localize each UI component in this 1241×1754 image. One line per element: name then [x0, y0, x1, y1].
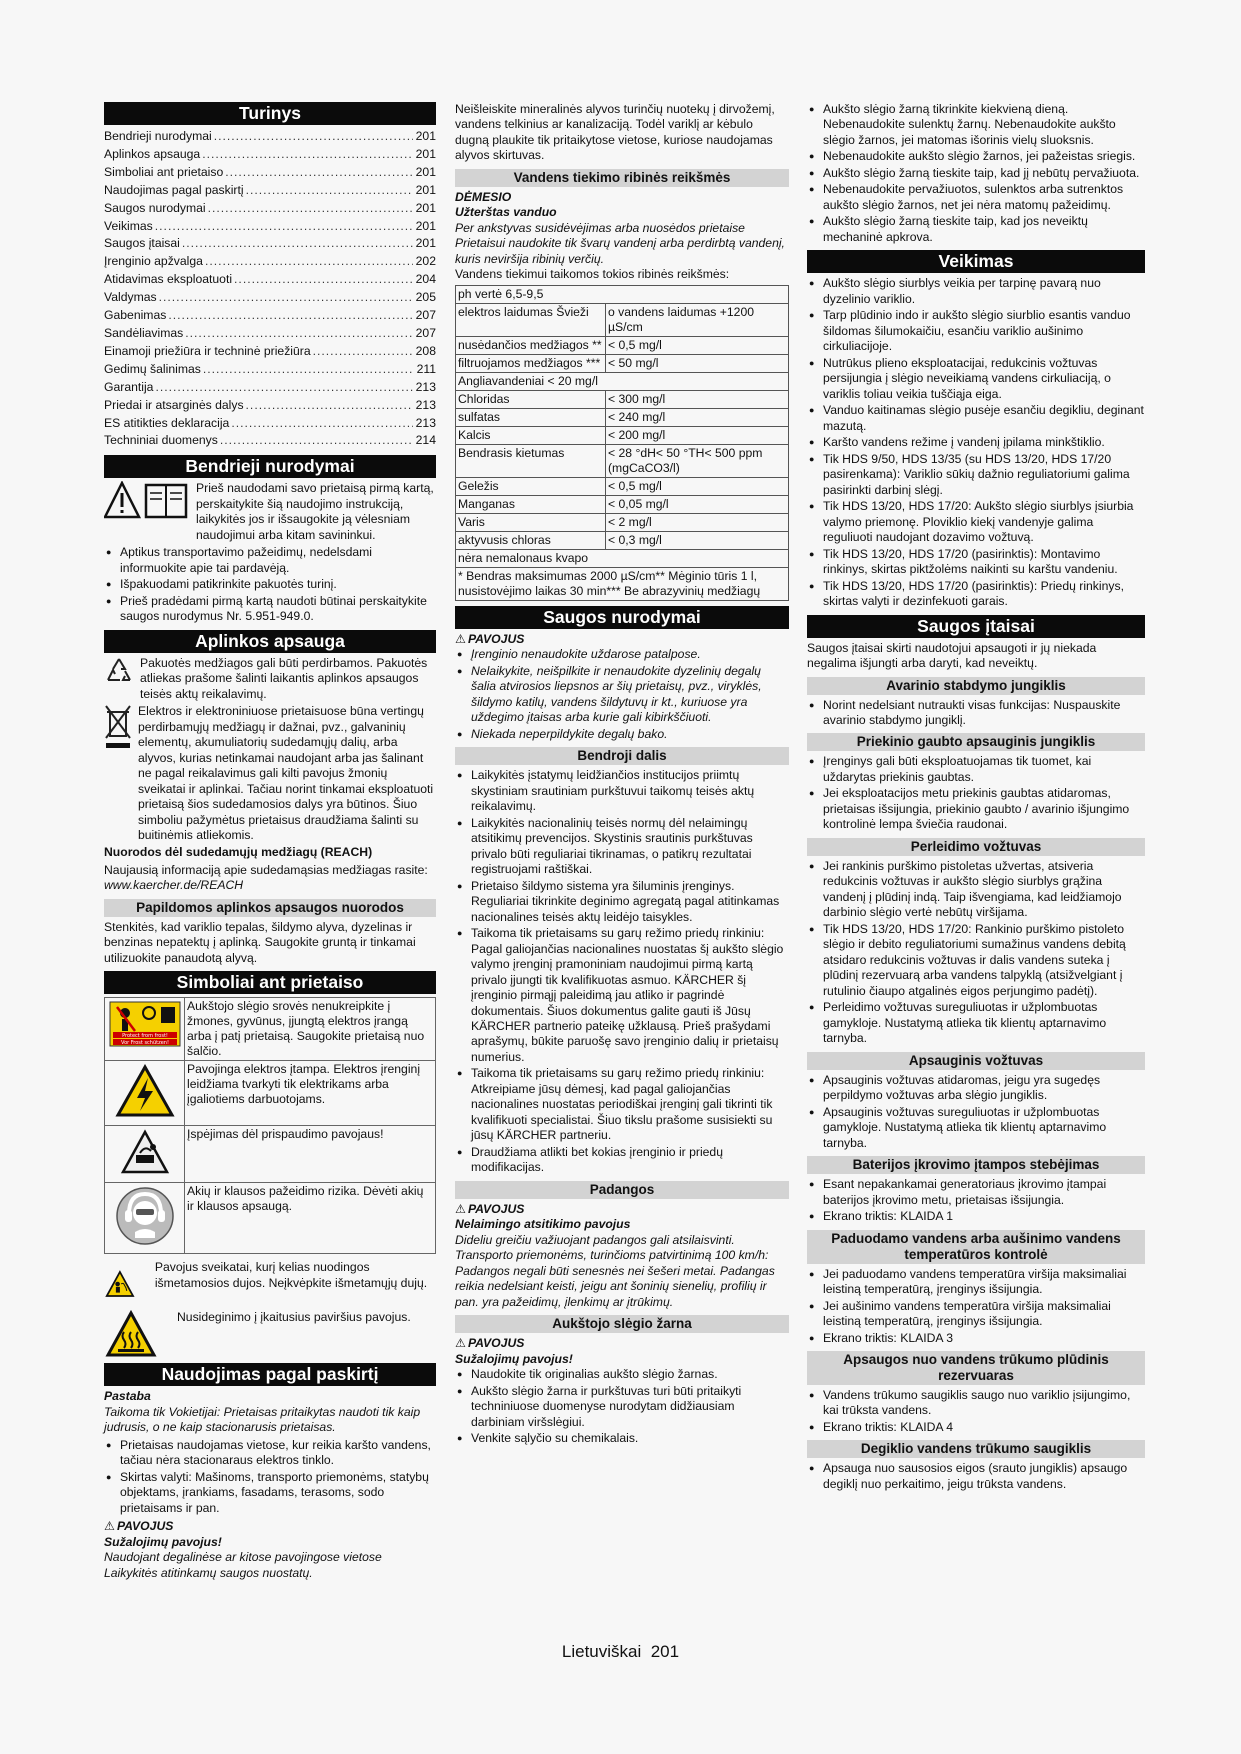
list-item: ● Esant nepakankamai generatoriaus įkrovimo įtampai baterijos įkrovimo metu, prietaisas išsijungia.	[807, 1177, 1145, 1208]
table-row: Įspėjimas dėl prispaudimo pavojaus!	[105, 1126, 436, 1183]
toc-entry[interactable]: Priedai ir atsarginės dalys ..... 213	[104, 397, 436, 415]
reach-title: Nuorodos dėl sudedamųjų medžiagų (REACH)	[104, 845, 373, 860]
list-item: ● Aukšto slėgio žarna ir purkštuvas turi būti pritaikyti techniniuose duomenyse nurodytam didžiausiam darbiniam viršslėgiui.	[455, 1384, 789, 1430]
no-spray-at-people-icon	[109, 1001, 181, 1047]
recycle-block: Pakuotės medžiagos gali būti perdirbamos. Pakuotės atliekas prašome šalinti laikantis aplinkos apsaugos teisės aktų reikalavimų.	[104, 656, 436, 704]
device-section-list	[807, 1267, 1145, 1346]
toc-entry[interactable]: Saugos įtaisai ..... 201	[104, 235, 436, 253]
environment-title: Aplinkos apsauga	[104, 630, 436, 653]
device-section-list	[807, 1177, 1145, 1224]
general-part-title: Bendroji dalis	[455, 747, 789, 765]
list-item: ● Apsauga nuo sausosios eigos (srauto jungiklis) apsaugo degiklį nuo perkaitimo, jeigu trūksta vandens.	[807, 1461, 1145, 1492]
electric-voltage-icon	[115, 1064, 175, 1118]
toc-entry[interactable]: Atidavimas eksploatuoti ..... 204	[104, 271, 436, 289]
table-row: Manganas < 0,05 mg/l	[456, 495, 789, 513]
devices-title: Saugos įtaisai	[807, 615, 1145, 638]
column-left: Turinys Bendrieji nurodymai ..... 201 Aplinkos apsauga ..... 201 Simboliai ant prietaiso ..... 201 Naudojimas pagal paskirtį ..... 201 Saugos nurodymai ..... 201 Veikimas ..... 201 Saugos įtaisai ..... 201 Įrenginio apžvalga ..... 202 Atidavimas eksploatuoti ..... 204 Valdymas ..... 205 Gabenimas ..... 207 Sandėliavimas ..... 207 Einamoji priežiūra ir techninė priežiūra ..... 208 Gedimų šalinimas ..... 211 Garantija ..... 213 Priedai ir atsarginės dalys ..... 213 ES atitikties deklaracija ..... 213 Techniniai duomenys ..... 214 Bendrieji nurodymai Prieš naudodami savo prietaisą pirmą kartą, perskaitykite šią naudojimo instrukciją, laikykitės jos ir išsaugokite ją vėlesniam naudojimui arba kitam savininkui. ● Aptikus transportavimo pažeidimų, nedelsdami informuokite apie tai pardavėją. ● Išpakuodami patikrinkite pakuotės turinį. ● Prieš pradėdami pirmą kartą naudoti būtinai perskaitykite saugos nurodymus Nr. 5.951-949.0. Aplinkos apsauga Pakuotės medžiagos gali būti perdirbamos. Pakuotės atliekas prašome šalinti laikantis aplinkos apsaugos teisės aktų reikalavimų. Elektros ir elektroniniuose prietaisuose būna vertingų perdirbamųjų medžiagų ir dažnai, pvz., galvaninių elementų, akumuliatorių sudedamųjų dalių, arba alyvos, kurias netinkamai naudojant arba jas šalinant ne pagal reikalavimus gali kilti pavojus žmonių sveikatai ir aplinkai. Tačiau norint tinkamai eksploatuoti prietaisą šios sudedamosios dalys yra būtinos. Šiuo simboliu pažymėtus prietaisus draudžiama šalinti su buitinėmis atliekomis. Nuorodos dėl sudedamųjų medžiagų (REACH) Naujausią informaciją apie sudedamąsias medžiagas rasite: www.kaercher.de/REACH Papildomos aplinkos apsaugos nuorodos Stenkitės, kad variklio tepalas, šildymo alyva, dyzelinas ir benzinas nepatektų į aplinką. Saugokite gruntą ir tinkamai utilizuokite panaudotą alyvą. Simboliai ant prietaiso Protect from frost! Vor Frost schützen! Aukštojo slėgio srovės nenukreipkite į žmones, gyvūnus, įjungtą elektros įrangą arba į patį prietaisą. Saugokite prietaisą nuo šalčio. Pavojinga elektros įtampa. Elektros įrenginį leidžiama tvarkyti tik elektrikams arba įgaliotiems darbuotojams. Įspėjimas dėl prispaudimo pavojaus! Akių ir klausos pažeidimo rizika. Dėvėti akių ir klausos apsaugą. Pavojus sveikatai, kurį kelias nuodingos išmetamosios dujos. Neįkvėpkite išmetamųjų dujų. Nusideginimo į įkaitusius paviršius pavojus. Naudojimas pagal paskirtį Pastaba Taikoma tik Vokietijai: Prietaisas pritaikytas naudoti tik kaip judrusis, o ne kaip stacionarusis prietaisas. ● Prietaisas naudojamas vietose, kur reikia karšto vandens, tačiau nėra stacionaraus elektros tinklo. ● Skirtas valyti: Mašinoms, transporto priemonėms, statybų objektams, įrankiams, fasadams, terasoms, sodo prietaisams ir pan. ⚠ PAVOJUS Sužalojimų pavojus! Naudojant degalinėse ar kitose pavojingose vietose Laikykitės atitinkamų saugos nuostatų.	[104, 102, 436, 1583]
table-row: Geležis < 0,5 mg/l	[456, 477, 789, 495]
safety-devices	[807, 677, 1145, 1493]
extra-env-title: Papildomos aplinkos apsaugos nuorodos	[104, 899, 436, 917]
list-item: ● Tarp plūdinio indo ir aukšto slėgio siurblio esantis vanduo šildomas šilumokaičiu, esančiu variklio aušinimo cirkuliacijoje.	[807, 308, 1145, 354]
table-row: sulfatas < 240 mg/l	[456, 408, 789, 426]
list-item: ● Prietaiso šildymo sistema yra šiluminis įrenginys. Reguliariai tikrinkite deginimo agregatą pagal atitinkamas nacionalines teisės aktų leidėjo taisykles.	[455, 879, 789, 925]
toxic-fumes-icon	[105, 1260, 135, 1308]
fumes-block: Pavojus sveikatai, kurį kelias nuodingos išmetamosios dujos. Neįkvėpkite išmetamųjų dujų.	[104, 1260, 436, 1308]
table-row: ph vertė 6,5-9,5	[456, 285, 789, 303]
list-item: ● Tik HDS 13/20, HDS 17/20: Aukšto slėgio siurblys įsiurbia valymo priemonę. Ploviklio kiekį vandenyje galima reguliuoti naudojant dozavimo vožtuvą.	[807, 499, 1145, 545]
list-item: ● Apsauginis vožtuvas atidaromas, jeigu yra sugedęs perpildymo vožtuvas arba slėgio jungiklis.	[807, 1073, 1145, 1104]
list-item: ● Nebenaudokite pervažiuotos, sulenktos arba sutrenktos aukšto slėgio žarnos, net jei nėra matomų pažeidimų.	[807, 182, 1145, 213]
general-list	[104, 545, 436, 624]
warning-triangle-icon: ⚠	[455, 1201, 466, 1216]
list-item: ● Vandens trūkumo saugiklis saugo nuo variklio įsijungimo, kai trūksta vandens.	[807, 1388, 1145, 1419]
tires-title: Padangos	[455, 1181, 789, 1199]
toc-entry[interactable]: Gedimų šalinimas ..... 211	[104, 361, 436, 379]
list-item: ● Prietaisas naudojamas vietose, kur reikia karšto vandens, tačiau nėra stacionaraus elektros tinklo.	[104, 1438, 436, 1469]
list-item: ● Aukšto slėgio žarną tikrinkite kiekvieną dieną. Nebenaudokite sulenktų žarnų. Nebenaudokite aukšto slėgio žarnos, jei matomas išorinis vielų sluoksnis.	[807, 102, 1145, 148]
list-item: ● Perleidimo vožtuvas sureguliuotas ir užplombuotas gamykloje. Nustatymą atlieka tik klientų aptarnavimo tarnyba.	[807, 1000, 1145, 1046]
table-row: filtruojamos medžiagos *** < 50 mg/l	[456, 354, 789, 372]
toc-entry[interactable]: Naudojimas pagal paskirtį ..... 201	[104, 182, 436, 200]
warning-triangle-icon: ⚠	[104, 1519, 115, 1534]
list-item: ● Naudokite tik originalias aukšto slėgio žarnas.	[455, 1367, 789, 1382]
table-row: Angliavandeniai < 20 mg/l	[456, 372, 789, 390]
water-limits-table	[455, 285, 789, 568]
list-item: ● Išpakuodami patikrinkite pakuotės turinį.	[104, 577, 436, 592]
hose-checks-list	[807, 102, 1145, 245]
list-item: ● Įrenginys gali būti eksploatuojamas tik tuomet, kai uždarytas priekinis gaubtas.	[807, 754, 1145, 785]
device-section-list	[807, 859, 1145, 1047]
list-item: ● Ekrano triktis: KLAIDA 4	[807, 1420, 1145, 1435]
svg-text:Vor Frost schützen!: Vor Frost schützen!	[120, 1040, 169, 1047]
list-item: ● Nelaikykite, neišpilkite ir nenaudokite dyzelinių degalų šalia atvirosios liepsnos ar šių prietaisų, pvz., viryklės, šildymo katilų, vandens šildytuvų ir kt., kuriuose yra uždegimo įtaisas arba kurie gali kibirkščiuoti.	[455, 664, 789, 726]
list-item: ● Ekrano triktis: KLAIDA 1	[807, 1209, 1145, 1224]
toc-entry[interactable]: Bendrieji nurodymai ..... 201	[104, 128, 436, 146]
list-item: ● Įrenginio nenaudokite uždarose patalpose.	[455, 647, 789, 662]
ear-eye-protection-icon	[115, 1186, 175, 1246]
list-item: ● Karšto vandens režime į vandenį įpilama minkštiklio.	[807, 435, 1145, 450]
list-item: ● Jei aušinimo vandens temperatūra viršija maksimaliai leistiną temperatūrą, įrenginys išsijungia.	[807, 1299, 1145, 1330]
list-item: ● Aptikus transportavimo pažeidimų, nedelsdami informuokite apie tai pardavėją.	[104, 545, 436, 576]
table-row: Bendrasis kietumas < 28 °dH< 50 °TH< 500 ppm (mgCaCO3/l)	[456, 444, 789, 477]
hose-title: Aukštojo slėgio žarna	[455, 1315, 789, 1333]
device-section-title: Degiklio vandens trūkumo saugiklis	[807, 1440, 1145, 1458]
list-item: ● Tik HDS 13/20, HDS 17/20 (pasirinktis): Priedų rinkinys, skirtas valyti ir dezinfekuoti garais.	[807, 579, 1145, 610]
toc-entry[interactable]: ES atitikties deklaracija ..... 213	[104, 415, 436, 433]
safety-general-list	[455, 768, 789, 1176]
device-section-title: Apsauginis vožtuvas	[807, 1052, 1145, 1070]
list-item: ● Taikoma tik prietaisams su garų režimo priedų rinkiniu: Atkreipiame jūsų dėmesį, kad pagal galiojančias nacionalines nuostatas periodiškai įrenginį gali tikrinti tik kvalifikuoti specialistai. Šiuo tikslu prašome susisiekti su jūsų KÄRCHER partneriu.	[455, 1066, 789, 1143]
list-item: ● Draudžiama atlikti bet kokias įrenginio ir priedų modifikacijas.	[455, 1145, 789, 1176]
device-section-title: Perleidimo vožtuvas	[807, 838, 1145, 856]
table-row: Protect from frost! Vor Frost schützen! Aukštojo slėgio srovės nenukreipkite į žmones, gyvūnus, įjungtą elektros įrangą arba į patį prietaisą. Saugokite prietaisą nuo šalčio.	[105, 998, 436, 1061]
safety-title: Saugos nurodymai	[455, 606, 789, 629]
toc-entry[interactable]: Aplinkos apsauga ..... 201	[104, 146, 436, 164]
recycle-icon	[104, 656, 134, 686]
device-section-title: Apsaugos nuo vandens trūkumo plūdinis rezervuaras	[807, 1351, 1145, 1385]
toc-entry[interactable]: Įrenginio apžvalga ..... 202	[104, 253, 436, 271]
toc-entry[interactable]: Sandėliavimas ..... 207	[104, 325, 436, 343]
list-item: ● Aukšto slėgio siurblys veikia per tarpinę pavarą nuo dyzelinio variklio.	[807, 276, 1145, 307]
table-row: nusėdančios medžiagos ** < 0,5 mg/l	[456, 336, 789, 354]
water-footnote-table	[455, 568, 789, 601]
toc-title: Turinys	[104, 102, 436, 125]
warning-triangle-icon: ⚠	[455, 1336, 466, 1351]
hose-list	[455, 1367, 789, 1446]
list-item: ● Apsauginis vožtuvas sureguliuotas ir užplombuotas gamykloje. Nustatymą atlieka tik klientų aptarnavimo tarnyba.	[807, 1105, 1145, 1151]
operation-title: Veikimas	[807, 250, 1145, 273]
pressure-warning-icon	[120, 1129, 170, 1175]
operation-list	[807, 276, 1145, 609]
list-item: ● Tik HDS 9/50, HDS 13/35 (su HDS 13/20, HDS 17/20 pasirenkama): Variklio sūkių dažnio reguliatoriumi galima pasirinkti darbinį slėgį.	[807, 452, 1145, 498]
weee-block: Elektros ir elektroniniuose prietaisuose būna vertingų perdirbamųjų medžiagų ir dažnai, pvz., galvaninių elementų, akumuliatorių sudedamųjų dalių, arba alyvos, kurias netinkamai naudojant arba jas šalinant ne pagal reikalavimus gali kilti pavojus žmonių sveikatai ir aplinkai. Tačiau norint tinkamai eksploatuoti prietaisą šios sudedamosios dalys yra būtinos. Šiuo simboliu pažymėtus prietaisus draudžiama šalinti su buitinėmis atliekomis.	[104, 704, 436, 845]
table-row: Kalcis < 200 mg/l	[456, 426, 789, 444]
list-item: ● Ekrano triktis: KLAIDA 3	[807, 1331, 1145, 1346]
list-item: ● Jei rankinis purškimo pistoletas užvertas, atsiveria redukcinis vožtuvas ir aukšto slėgio siurblys grąžina vandenį į plūdinį indą. Taip išvengiama, kad leidžiamojo darbinio slėgio vertė nebūtų viršijama.	[807, 859, 1145, 921]
device-section-title: Priekinio gaubto apsauginis jungiklis	[807, 733, 1145, 751]
hot-surface-block: Nusideginimo į įkaitusius paviršius pavojus.	[104, 1310, 436, 1358]
device-section-list	[807, 1073, 1145, 1151]
table-row: aktyvusis chloras < 0,3 mg/l	[456, 531, 789, 549]
symbols-table	[104, 997, 436, 1254]
list-item: ● Skirtas valyti: Mašinoms, transporto priemonėms, statybų objektams, įrankiams, fasadams, terasoms, sodo prietaisams ir pan.	[104, 1470, 436, 1516]
list-item: ● Aukšto slėgio žarną tieskite taip, kad jos neveiktų mechaninė apkrova.	[807, 214, 1145, 245]
list-item: ● Tik HDS 13/20, HDS 17/20: Rankinio purškimo pistoleto slėgio ir debito reguliatoriumi sumažinus vandens debitą atsidaro redukcinis vožtuvas ir dalis vandens suteka į plūdinį rezervuarą arba vandens talpyklą (atsižvelgiant į rutulinio čiaupo atgalinės eigos perjungimo padėtį).	[807, 922, 1145, 999]
general-intro: Prieš naudodami savo prietaisą pirmą kartą, perskaitykite šią naudojimo instrukciją, laikykitės jos ir išsaugokite ją vėlesniam naudojimui arba kitam savininkui.	[104, 481, 436, 545]
device-section-list	[807, 1388, 1145, 1435]
read-manual-icon	[104, 481, 190, 519]
device-section-list	[807, 698, 1145, 729]
svg-text:Protect from frost!: Protect from frost!	[121, 1033, 168, 1040]
page-footer: Lietuviškai 201	[561, 1642, 680, 1661]
list-item: ● Jei paduodamo vandens temperatūra viršija maksimaliai leistiną temperatūrą, įrenginys išsijungia.	[807, 1267, 1145, 1298]
toc-entry[interactable]: Valdymas ..... 205	[104, 289, 436, 307]
table-of-contents	[104, 128, 436, 450]
safety-danger-list	[455, 647, 789, 742]
list-item: ● Vanduo kaitinamas slėgio pusėje esančiu degikliu, deginant mazutą.	[807, 403, 1145, 434]
device-section-list	[807, 754, 1145, 832]
device-section-title: Paduodamo vandens arba aušinimo vandens temperatūros kontrolė	[807, 1230, 1145, 1264]
list-item: ● Venkite sąlyčio su chemikalais.	[455, 1431, 789, 1446]
general-title: Bendrieji nurodymai	[104, 455, 436, 478]
list-item: ● Nebenaudokite aukšto slėgio žarnos, jei pažeistas sriegis.	[807, 149, 1145, 164]
list-item: ● Jei eksploatacijos metu priekinis gaubtas atidaromas, prietaisas išsijungia, priekinio gaubto / avarinio išjungimo kontrolinė lempa šviečia raudonai.	[807, 786, 1145, 832]
toc-entry[interactable]: Gabenimas ..... 207	[104, 307, 436, 325]
table-row: Chloridas < 300 mg/l	[456, 390, 789, 408]
hot-surface-icon	[105, 1310, 157, 1358]
warning-triangle-icon: ⚠	[455, 631, 466, 646]
toc-entry[interactable]: Einamoji priežiūra ir techninė priežiūra ..... 208	[104, 343, 436, 361]
intended-use-list	[104, 1438, 436, 1516]
toc-entry[interactable]: Techniniai duomenys ..... 214	[104, 432, 436, 450]
list-item: ● Taikoma tik prietaisams su garų režimo priedų rinkiniu: Pagal galiojančias nacionalines nuostatas šį aukšto slėgio valymo įrenginį pramoniniam naudojimui pirmą kartą privalo įjungti tik kvalifikuotas asmuo. KÄRCHER šį įrenginio pirmąjį paleidimą jau atliko ir pagrindė dokumentais. Šiuos dokumentus galite gauti iš Jūsų KÄRCHER partnerio pateikę užklausą. Prieš prašydami aprašymų, būkite paruošę savo įrenginio dalių ir prietaisų numerius.	[455, 926, 789, 1065]
table-row: Varis < 2 mg/l	[456, 513, 789, 531]
water-title: Vandens tiekimo ribinės reikšmės	[455, 169, 789, 187]
list-item: ● Norint nedelsiant nutraukti visas funkcijas: Nuspauskite avarinio stabdymo jungiklį.	[807, 698, 1145, 729]
table-row: nėra nemalonaus kvapo	[456, 549, 789, 567]
list-item: ● Niekada neperpildykite degalų bako.	[455, 727, 789, 742]
toc-entry[interactable]: Veikimas ..... 201	[104, 218, 436, 236]
reach-url: www.kaercher.de/REACH	[104, 878, 244, 893]
water-footnote: * Bendras maksimumas 2000 µS/cm** Mėginio tūris 1 l, nusistovėjimo laikas 30 min*** Be abrazyvinių medžiagų	[456, 568, 789, 601]
list-item: ● Aukšto slėgio žarną tieskite taip, kad jį nebūtų pervažiuota.	[807, 166, 1145, 181]
intended-use-title: Naudojimas pagal paskirtį	[104, 1363, 436, 1386]
toc-entry[interactable]: Simboliai ant prietaiso ..... 201	[104, 164, 436, 182]
column-right: ● Aukšto slėgio žarną tikrinkite kiekvieną dieną. Nebenaudokite sulenktų žarnų. Nebenaudokite aukšto slėgio žarnos, jei matomas išorinis vielų sluoksnis. ● Nebenaudokite aukšto slėgio žarnos, jei pažeistas sriegis. ● Aukšto slėgio žarną tieskite taip, kad jį nebūtų pervažiuota. ● Nebenaudokite pervažiuotos, sulenktos arba sutrenktos aukšto slėgio žarnos, net jei nėra matomų pažeidimų. ● Aukšto slėgio žarną tieskite taip, kad jos neveiktų mechaninė apkrova. Veikimas ● Aukšto slėgio siurblys veikia per tarpinę pavarą nuo dyzelinio variklio. ● Tarp plūdinio indo ir aukšto slėgio siurblio esantis vanduo šildomas šilumokaičiu, esančiu variklio aušinimo cirkuliacijoje. ● Nutrūkus plieno eksploatacijai, redukcinis vožtuvas persijungia į slėgio neveikiamą vandens cirkuliaciją, o variklis toliau veikia tuščiąja eiga. ● Vanduo kaitinamas slėgio pusėje esančiu degikliu, deginant mazutą. ● Karšto vandens režime į vandenį įpilama minkštiklio. ● Tik HDS 9/50, HDS 13/35 (su HDS 13/20, HDS 17/20 pasirenkama): Variklio sūkių dažnio reguliatoriumi galima pasirinkti darbinį slėgį. ● Tik HDS 13/20, HDS 17/20: Aukšto slėgio siurblys įsiurbia valymo priemonę. Ploviklio kiekį vandenyje galima reguliuoti naudojant dozavimo vožtuvą. ● Tik HDS 13/20, HDS 17/20 (pasirinktis): Montavimo rinkinys, skirtas piktžolėms naikinti su karštu vandeniu. ● Tik HDS 13/20, HDS 17/20 (pasirinktis): Priedų rinkinys, skirtas valyti ir dezinfekuoti garais. Saugos įtaisai Saugos įtaisai skirti naudotojui apsaugoti ir jų niekada negalima išjungti arba daryti, kad neveiktų. Avarinio stabdymo jungiklis ● Norint nedelsiant nutraukti visas funkcijas: Nuspauskite avarinio stabdymo jungiklį. Priekinio gaubto apsauginis jungiklis ● Įrenginys gali būti eksploatuojamas tik tuomet, kai uždarytas priekinis gaubtas. ● Jei eksploatacijos metu priekinis gaubtas atidaromas, prietaisas išsijungia, priekinio gaubto / avarinio išjungimo kontrolinė lempa šviečia raudonai. Perleidimo vožtuvas ● Jei rankinis purškimo pistoletas užvertas, atsiveria redukcinis vožtuvas ir aukšto slėgio siurblys grąžina vandenį į plūdinį indą. Taip išvengiama, kad leidžiamojo darbinio slėgio vertė nebūtų viršijama. ● Tik HDS 13/20, HDS 17/20: Rankinio purškimo pistoleto slėgio ir debito reguliatoriumi sumažinus vandens debitą atsidaro redukcinis vožtuvas ir dalis vandens suteka į plūdinį rezervuarą arba vandens talpyklą (atsižvelgiant į rutulinio čiaupo atgalinės eigos perjungimo padėtį). ● Perleidimo vožtuvas sureguliuotas ir užplombuotas gamykloje. Nustatymą atlieka tik klientų aptarnavimo tarnyba. Apsauginis vožtuvas ● Apsauginis vožtuvas atidaromas, jeigu yra sugedęs perpildymo vožtuvas arba slėgio jungiklis. ● Apsauginis vožtuvas sureguliuotas ir užplombuotas gamykloje. Nustatymą atlieka tik klientų aptarnavimo tarnyba. Baterijos įkrovimo įtampos stebėjimas ● Esant nepakankamai generatoriaus įkrovimo įtampai baterijos įkrovimo metu, prietaisas išsijungia. ● Ekrano triktis: KLAIDA 1 Paduodamo vandens arba aušinimo vandens temperatūros kontrolė ● Jei paduodamo vandens temperatūra viršija maksimaliai leistiną temperatūrą, įrenginys išsijungia. ● Jei aušinimo vandens temperatūra viršija maksimaliai leistiną temperatūrą, įrenginys išsijungia. ● Ekrano triktis: KLAIDA 3 Apsaugos nuo vandens trūkumo plūdinis rezervuaras ● Vandens trūkumo saugiklis saugo nuo variklio įsijungimo, kai trūksta vandens. ● Ekrano triktis: KLAIDA 4 Degiklio vandens trūkumo saugiklis ● Apsauga nuo sausosios eigos (srauto jungiklis) apsaugo degiklį nuo perkaitimo, jeigu trūksta vandens.	[807, 102, 1145, 1494]
table-row: elektros laidumas Švieži o vandens laidumas +1200 µS/cm	[456, 303, 789, 336]
device-section-title: Baterijos įkrovimo įtampos stebėjimas	[807, 1156, 1145, 1174]
table-row: Pavojinga elektros įtampa. Elektros įrenginį leidžiama tvarkyti tik elektrikams arba įgaliotiems darbuotojams.	[105, 1061, 436, 1126]
list-item: ● Laikykitės nacionalinių teisės normų dėl nelaimingų atsitikimų prevencijos. Skystinis srautinis purkštuvas privalo būti reguliariai tikrinamas, o patikrų rezultatai registruojami raštiškai.	[455, 816, 789, 878]
column-middle: Neišleiskite mineralinės alyvos turinčių nuotekų į dirvožemį, vandens telkinius ar kanalizaciją. Todėl variklį ar kėbulo dugną plaukite tik pritaikytose vietose, kuriose naudojamas alyvos skirtuvas. Vandens tiekimo ribinės reikšmės DĖMESIO Užterštas vanduo Per ankstyvas susidėvėjimas arba nuosėdos prietaise Prietaisui naudokite tik švarų vandenį arba perdirbtą vandenį, kuris neviršija ribinių verčių. Vandens tiekimui taikomos tokios ribinės reikšmės: ph vertė 6,5-9,5 elektros laidumas Švieži o vandens laidumas +1200 µS/cm nusėdančios medžiagos ** < 0,5 mg/l filtruojamos medžiagos *** < 50 mg/l Angliavandeniai < 20 mg/l Chloridas < 300 mg/l sulfatas < 240 mg/l Kalcis < 200 mg/l Bendrasis kietumas < 28 °dH< 50 °TH< 500 ppm (mgCaCO3/l) Geležis < 0,5 mg/l Manganas < 0,05 mg/l Varis < 2 mg/l aktyvusis chloras < 0,3 mg/l nėra nemalonaus kvapo * Bendras maksimumas 2000 µS/cm** Mėginio tūris 1 l, nusistovėjimo laikas 30 min*** Be abrazyvinių medžiagų Saugos nurodymai ⚠ PAVOJUS ● Įrenginio nenaudokite uždarose patalpose. ● Nelaikykite, neišpilkite ir nenaudokite dyzelinių degalų šalia atvirosios liepsnos ar šių prietaisų, pvz., viryklės, šildymo katilų, vandens šildytuvų ir kt., kuriuose yra uždegimo įtaisas arba kurie gali kibirkščiuoti. ● Niekada neperpildykite degalų bako. Bendroji dalis ● Laikykitės įstatymų leidžiančios institucijos priimtų skystiniam srautiniam purkštuvui taikomų teisės aktų reikalavimų. ● Laikykitės nacionalinių teisės normų dėl nelaimingų atsitikimų prevencijos. Skystinis srautinis purkštuvas privalo būti reguliariai tikrinamas, o patikrų rezultatai registruojami raštiškai. ● Prietaiso šildymo sistema yra šiluminis įrenginys. Reguliariai tikrinkite deginimo agregatą pagal atitinkamas nacionalines teisės aktų leidėjo taisykles. ● Taikoma tik prietaisams su garų režimo priedų rinkiniu: Pagal galiojančias nacionalines nuostatas šį aukšto slėgio valymo įrenginį pramoniniam naudojimui pirmą kartą privalo įjungti tik kvalifikuotas asmuo. KÄRCHER šį įrenginio pirmąjį paleidimą jau atliko ir pagrindė dokumentais. Šiuos dokumentus galite gauti iš Jūsų KÄRCHER partnerio pateikę užklausą. Prieš prašydami aprašymų, būkite paruošę savo įrenginio dalių ir prietaisų numerius. ● Taikoma tik prietaisams su garų režimo priedų rinkiniu: Atkreipiame jūsų dėmesį, kad pagal galiojančias nacionalines nuostatas periodiškai įrenginį gali tikrinti tik kvalifikuoti specialistai. Šiuo tikslu prašome susisiekti su jūsų KÄRCHER partneriu. ● Draudžiama atlikti bet kokias įrenginio ir priedų modifikacijas. Padangos ⚠ PAVOJUS Nelaimingo atsitikimo pavojus Dideliu greičiu važiuojant padangos gali atsilaisvinti. Transporto priemonėms, turinčioms patvirtinimą 100 km/h: Padangos negali būti senesnės nei šešeri metai. Padangas reikia nedelsiant keisti, jeigu ant šoninių sienelių, profilių ir pan. yra pažeidimų, įlenkimų ar įtrūkimų. Aukštojo slėgio žarna ⚠ PAVOJUS Sužalojimų pavojus! ● Naudokite tik originalias aukšto slėgio žarnas. ● Aukšto slėgio žarna ir purkštuvas turi būti pritaikyti techniniuose duomenyse nurodytam didžiausiam darbiniam viršslėgiui. ● Venkite sąlyčio su chemikalais.	[455, 102, 789, 1449]
list-item: ● Laikykitės įstatymų leidžiančios institucijos priimtų skystiniam srautiniam purkštuvui taikomų teisės aktų reikalavimų.	[455, 768, 789, 814]
page-number: 201	[650, 1642, 680, 1661]
list-item: ● Nutrūkus plieno eksploatacijai, redukcinis vožtuvas persijungia į slėgio neveikiamą vandens cirkuliaciją, o variklis toliau veikia tuščiąja eiga.	[807, 356, 1145, 402]
table-row: Akių ir klausos pažeidimo rizika. Dėvėti akių ir klausos apsaugą.	[105, 1183, 436, 1254]
symbols-title: Simboliai ant prietaiso	[104, 971, 436, 994]
list-item: ● Prieš pradėdami pirmą kartą naudoti būtinai perskaitykite saugos nurodymus Nr. 5.951-949.0.	[104, 594, 436, 625]
toc-entry[interactable]: Saugos nurodymai ..... 201	[104, 200, 436, 218]
device-section-title: Avarinio stabdymo jungiklis	[807, 677, 1145, 695]
device-section-list	[807, 1461, 1145, 1492]
toc-entry[interactable]: Garantija ..... 213	[104, 379, 436, 397]
crossed-bin-icon	[104, 704, 132, 750]
list-item: ● Tik HDS 13/20, HDS 17/20 (pasirinktis): Montavimo rinkinys, skirtas piktžolėms naikinti su karštu vandeniu.	[807, 547, 1145, 578]
